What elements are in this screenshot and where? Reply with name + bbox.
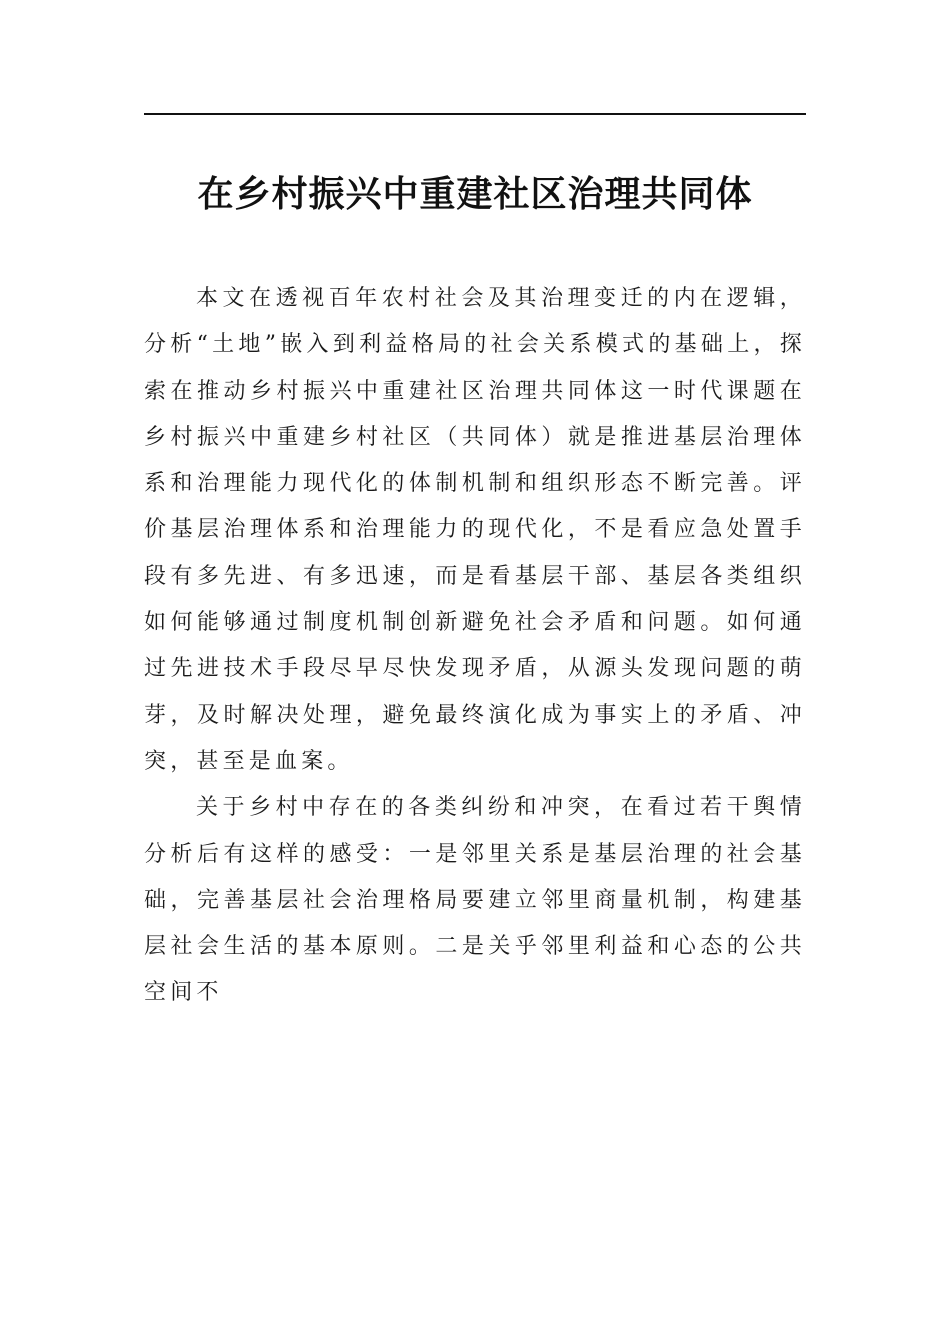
paragraph-1: 本文在透视百年农村社会及其治理变迁的内在逻辑，分析“土地”嵌入到利益格局的社会关系模式的基础上，探索在推动乡村振兴中重建社区治理共同体这一时代课题在乡村振兴中重建乡村社区（共同体）就是推进基层治理体系和治理能力现代化的体制机制和组织形态不断完善。评价基层治理体系和治理能力的现代化，不是看应急处置手段有多先进、有多迅速，而是看基层干部、基层各类组织如何能够通过制度机制创新避免社会矛盾和问题。如何通过先进技术手段尽早尽快发现矛盾，从源头发现问题的萌芽，及时解决处理，避免最终演化成为事实上的矛盾、冲突，甚至是血案。: [144, 286, 806, 774]
document-body: [144, 276, 806, 1017]
paragraph-2: 关于乡村中存在的各类纠纷和冲突，在看过若干舆情分析后有这样的感受：一是邻里关系是基层治理的社会基础，完善基层社会治理格局要建立邻里商量机制，构建基层社会生活的基本原则。二是关乎邻里利益和心态的公共空间不: [144, 795, 806, 1006]
header-rule: [144, 113, 806, 115]
document-title: 在乡村振兴中重建社区治理共同体: [197, 173, 753, 215]
